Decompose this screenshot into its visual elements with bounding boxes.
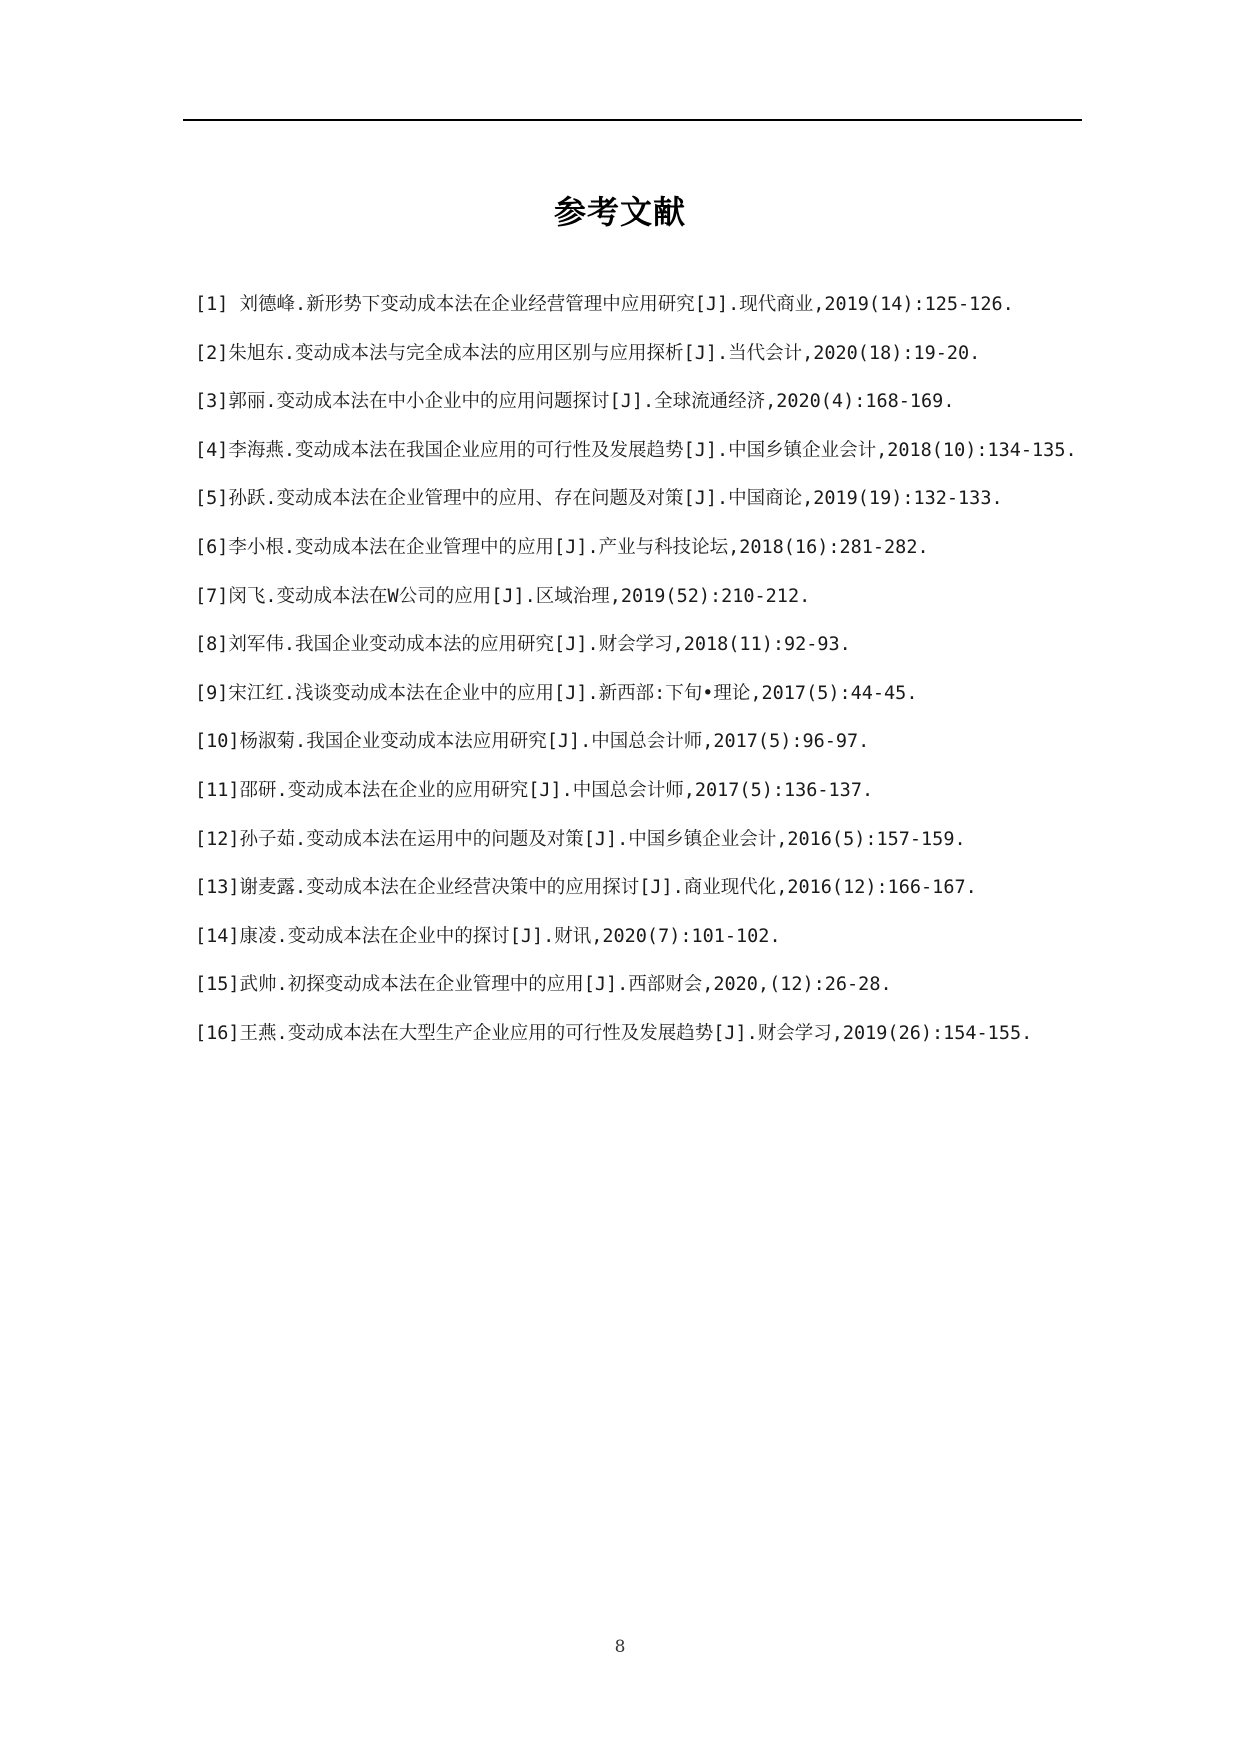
page-title: 参考文献 bbox=[553, 193, 686, 231]
page-number: 8 bbox=[614, 1637, 626, 1657]
reference-item: [14]康凌.变动成本法在企业中的探讨[J].财讯,2020(7):101-102. bbox=[195, 925, 781, 947]
reference-item: [9]宋江红.浅谈变动成本法在企业中的应用[J].新西部:下旬•理论,2017(5):44-45. bbox=[195, 682, 918, 704]
reference-item: [5]孙跃.变动成本法在企业管理中的应用、存在问题及对策[J].中国商论,2019(19):132-133. bbox=[195, 488, 1003, 510]
reference-item: [4]李海燕.变动成本法在我国企业应用的可行性及发展趋势[J].中国乡镇企业会计,2018(10):134-135. bbox=[195, 439, 1077, 461]
reference-item: [2]朱旭东.变动成本法与完全成本法的应用区别与应用探析[J].当代会计,2020(18):19-20. bbox=[195, 342, 981, 364]
reference-item: [1] 刘德峰.新形势下变动成本法在企业经营管理中应用研究[J].现代商业,2019(14):125-126. bbox=[195, 294, 1014, 315]
reference-item: [6]李小根.变动成本法在企业管理中的应用[J].产业与科技论坛,2018(16):281-282. bbox=[195, 536, 929, 558]
reference-item: [15]武帅.初探变动成本法在企业管理中的应用[J].西部财会,2020,(12):26-28. bbox=[195, 974, 892, 996]
reference-item: [8]刘军伟.我国企业变动成本法的应用研究[J].财会学习,2018(11):92-93. bbox=[195, 634, 851, 656]
reference-item: [12]孙子茹.变动成本法在运用中的问题及对策[J].中国乡镇企业会计,2016(5):157-159. bbox=[195, 828, 966, 850]
reference-list bbox=[195, 281, 1085, 1059]
reference-item: [7]闵飞.变动成本法在W公司的应用[J].区域治理,2019(52):210-212. bbox=[195, 585, 811, 607]
reference-item: [16]王燕.变动成本法在大型生产企业应用的可行性及发展趋势[J].财会学习,2019(26):154-155. bbox=[195, 1022, 1033, 1044]
reference-item: [10]杨淑菊.我国企业变动成本法应用研究[J].中国总会计师,2017(5):96-97. bbox=[195, 731, 870, 753]
reference-item: [3]郭丽.变动成本法在中小企业中的应用问题探讨[J].全球流通经济,2020(4):168-169. bbox=[195, 391, 955, 413]
reference-item: [11]邵研.变动成本法在企业的应用研究[J].中国总会计师,2017(5):136-137. bbox=[195, 779, 874, 801]
reference-item: [13]谢麦露.变动成本法在企业经营决策中的应用探讨[J].商业现代化,2016(12):166-167. bbox=[195, 877, 977, 899]
header-rule bbox=[183, 119, 1082, 121]
